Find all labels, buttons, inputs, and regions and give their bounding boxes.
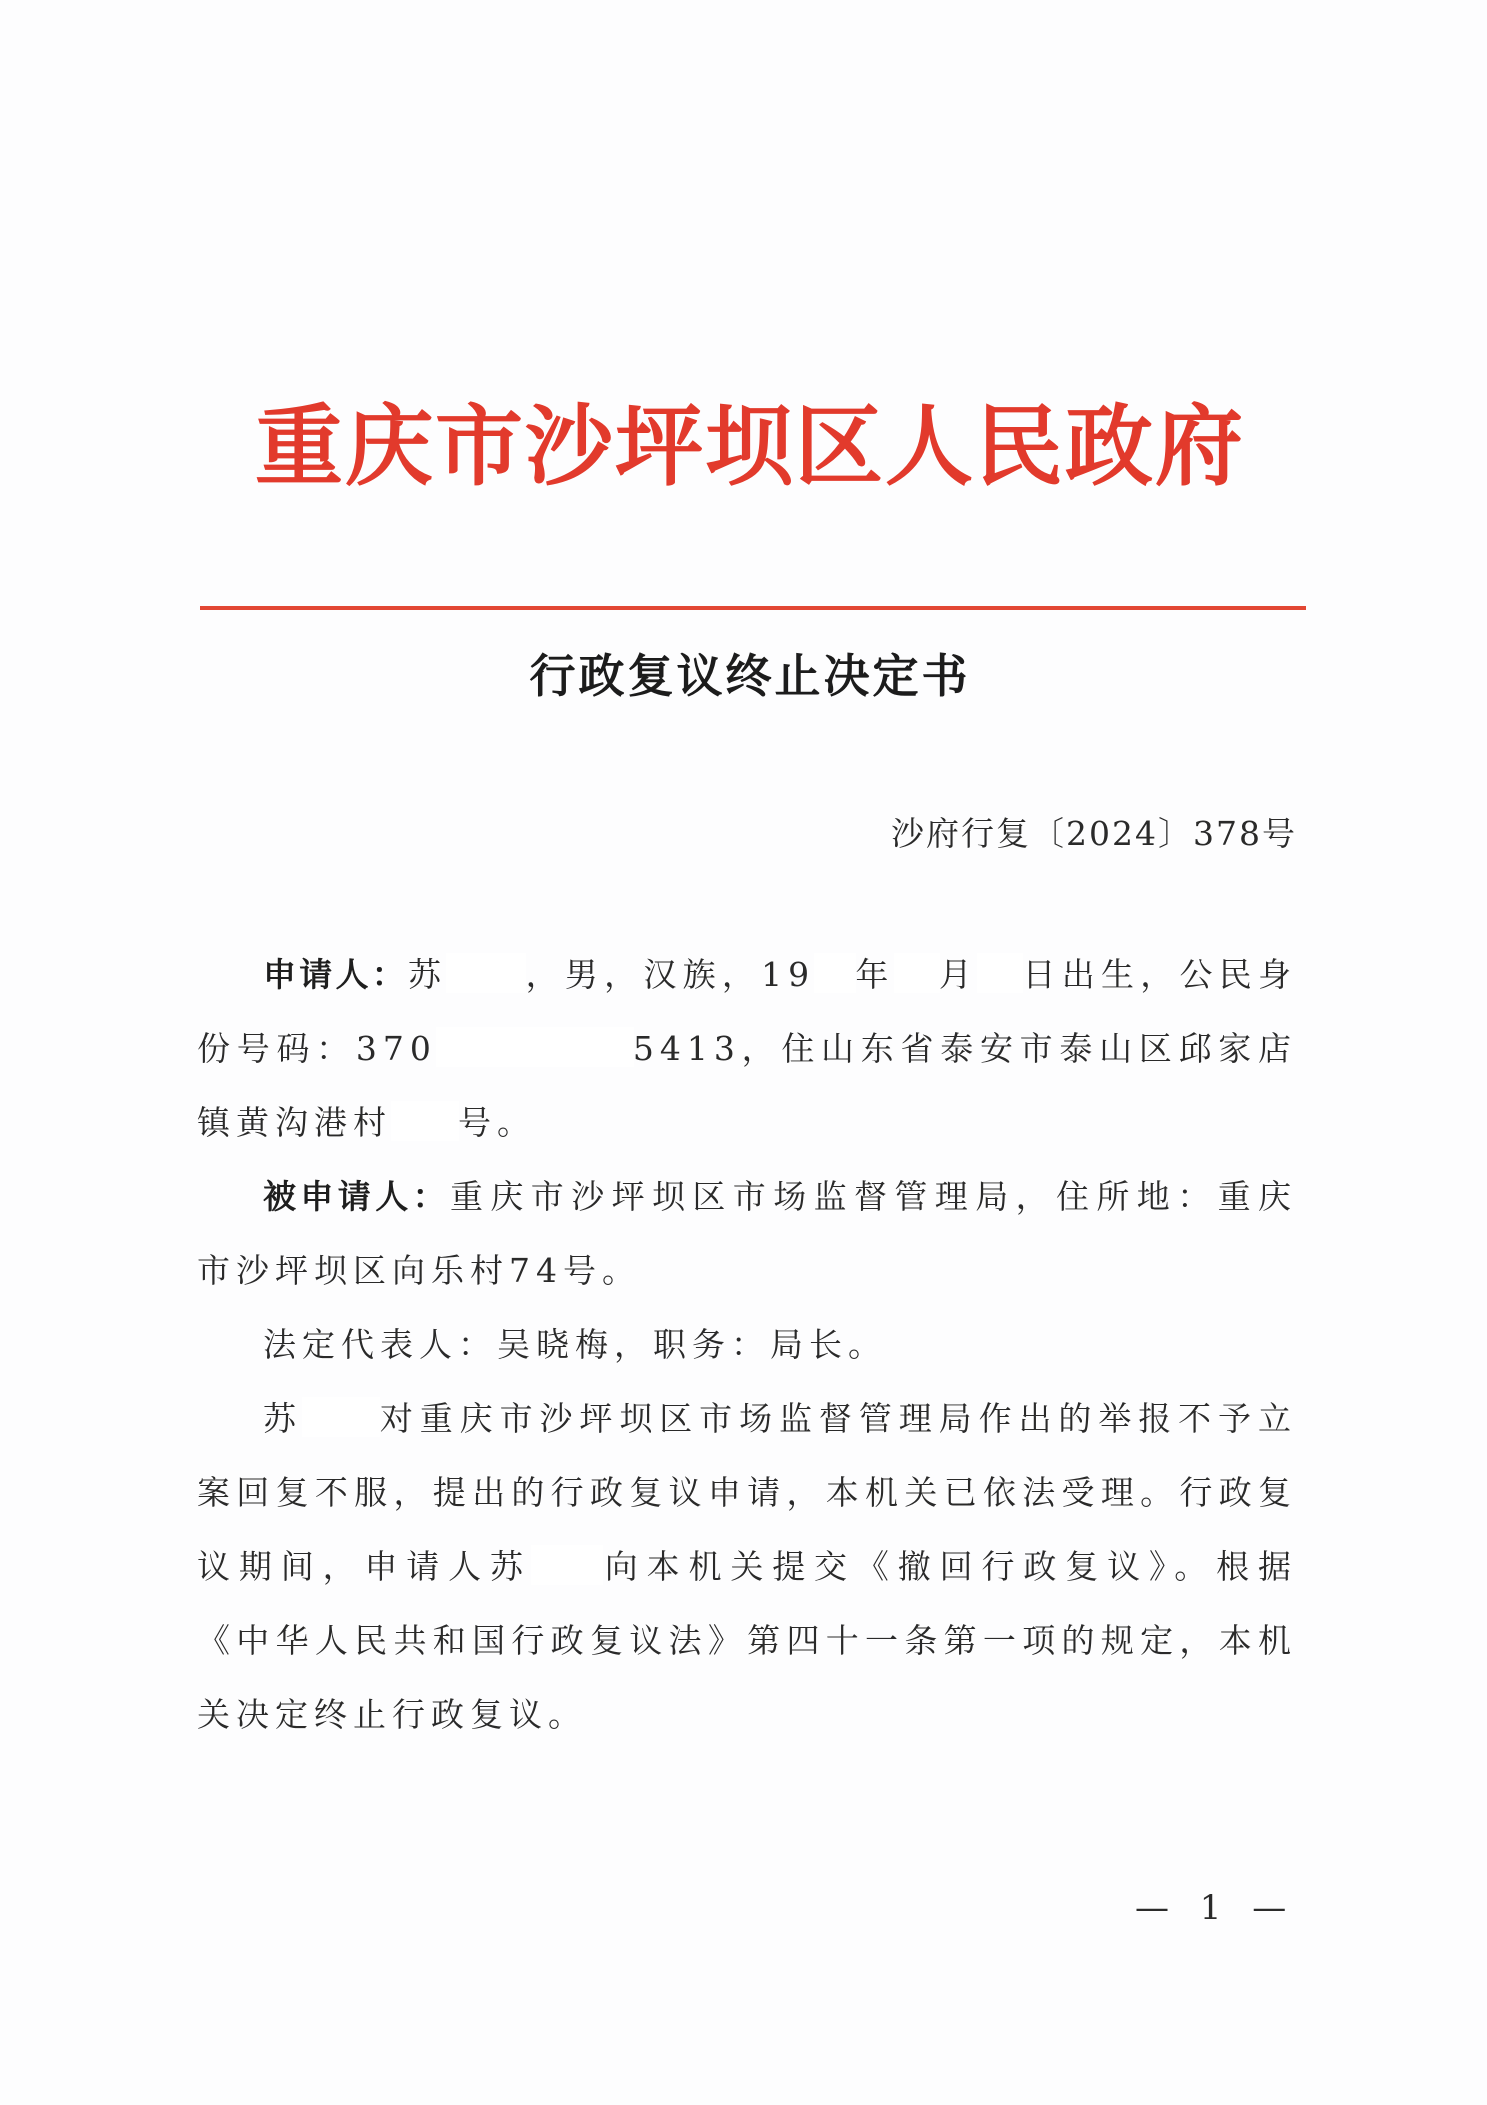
applicant-address-end: 号。 bbox=[458, 1103, 536, 1142]
applicant-section bbox=[197, 938, 1297, 1160]
issuer-masthead: 重庆市沙坪坝区人民政府 bbox=[254, 395, 1245, 498]
redaction-block bbox=[532, 1546, 602, 1584]
birth-month-unit: 月 bbox=[938, 955, 979, 994]
document-number: 沙府行复〔2024〕378号 bbox=[891, 814, 1297, 853]
respondent-label: 被申请人： bbox=[263, 1177, 450, 1216]
redaction-block bbox=[303, 1398, 379, 1436]
respondent-section bbox=[197, 1160, 1297, 1308]
redaction-block bbox=[978, 954, 1022, 992]
legal-rep-paragraph: 法定代表人：吴晓梅，职务：局长。 bbox=[263, 1325, 887, 1364]
decision-text-part1: 对重庆市沙坪坝区市场监督管理局作出的举报不予立案回复不服，提出的行政复议申请，本机关已依法受理。行政复议期间，申请人苏 bbox=[197, 1399, 1298, 1586]
birth-year-unit: 年 bbox=[855, 955, 895, 994]
legal-rep-section bbox=[197, 1308, 1297, 1382]
redaction-block bbox=[815, 954, 855, 992]
decision-section bbox=[197, 1382, 1297, 1752]
red-divider-line bbox=[200, 606, 1306, 610]
redaction-block bbox=[895, 954, 939, 992]
applicant-label: 申请人： bbox=[263, 955, 409, 994]
birth-date-suffix: 日出生，公民身份号码： bbox=[197, 955, 1298, 1068]
redaction-block bbox=[447, 954, 525, 992]
respondent-text: 重庆市沙坪坝区市场监督管理局，住所地：重庆市沙坪坝区向乐村74号。 bbox=[197, 1177, 1297, 1290]
id-number-suffix: 5413 bbox=[632, 1029, 741, 1068]
applicant-address: ，住山东省泰安市泰山区邱家店镇黄沟港村 bbox=[197, 1029, 1298, 1142]
id-number-prefix: 370 bbox=[355, 1029, 437, 1068]
redaction-block bbox=[437, 1028, 633, 1066]
applicant-paragraph bbox=[197, 938, 1297, 1160]
decision-paragraph bbox=[197, 1382, 1297, 1752]
decision-applicant-name: 苏 bbox=[263, 1399, 303, 1438]
birth-year-prefix: 19 bbox=[761, 955, 816, 994]
page-number: — 1 — bbox=[1135, 1888, 1297, 1928]
redaction-block bbox=[392, 1102, 458, 1140]
respondent-paragraph bbox=[197, 1160, 1297, 1308]
applicant-surname: 苏 bbox=[408, 955, 448, 994]
document-title: 行政复议终止决定书 bbox=[529, 649, 971, 703]
decision-text-part2: 向本机关提交《撤回行政复议》。根据《中华人民共和国行政复议法》第四十一条第一项的规定，本机关决定终止行政复议。 bbox=[197, 1547, 1298, 1734]
applicant-gender-ethnicity: ，男，汉族， bbox=[525, 955, 762, 994]
